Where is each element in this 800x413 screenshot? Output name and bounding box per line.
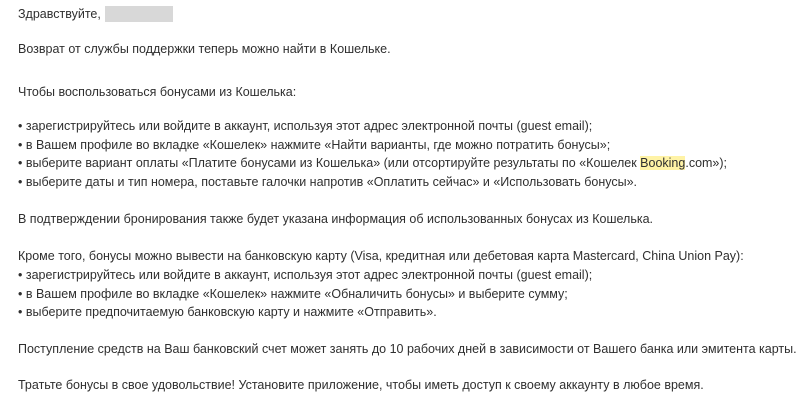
highlighted-term: Booking (640, 156, 686, 170)
paragraph-transfer-time: Поступление средств на Ваш банковский счет может занять до 10 рабочих дней в зависимости от Вашего банка или эмитента карты. (18, 342, 797, 356)
list-item: • в Вашем профиле во вкладке «Кошелек» нажмите «Найти варианты, где можно потратить бонусы»; (18, 138, 611, 152)
list-item: • в Вашем профиле во вкладке «Кошелек» нажмите «Обналичить бонусы» и выберите сумму; (18, 287, 568, 301)
list-item (18, 155, 727, 171)
list-item-text: • выберите вариант оплаты «Платите бонусами из Кошелька» (или отсортируйте результаты по «Кошелек (18, 156, 641, 170)
paragraph-how-to-use: Чтобы воспользоваться бонусами из Кошелька: (18, 85, 297, 99)
greeting-line (18, 6, 173, 22)
paragraph-wallet-refund: Возврат от службы поддержки теперь можно найти в Кошельке. (18, 42, 391, 56)
list-item-tail: .com»); (685, 156, 728, 170)
list-item: • выберите предпочитаемую банковскую карту и нажмите «Отправить». (18, 305, 437, 319)
paragraph-withdraw: Кроме того, бонусы можно вывести на банковскую карту (Visa, кредитная или дебетовая карта Mastercard, China Union Pay): (18, 249, 744, 263)
list-item: • выберите даты и тип номера, поставьте галочки напротив «Оплатить сейчас» и «Использовать бонусы». (18, 175, 638, 189)
redacted-name (105, 6, 173, 22)
list-item: • зарегистрируйтесь или войдите в аккаунт, используя этот адрес электронной почты (guest email); (18, 119, 593, 133)
greeting-text: Здравствуйте, (18, 7, 101, 21)
paragraph-booking-confirmation: В подтверждении бронирования также будет указана информация об использованных бонусах из Кошелька. (18, 212, 654, 226)
paragraph-closing: Тратьте бонусы в свое удовольствие! Установите приложение, чтобы иметь доступ к своему аккаунту в любое время. (18, 378, 704, 392)
list-item: • зарегистрируйтесь или войдите в аккаунт, используя этот адрес электронной почты (guest email); (18, 268, 593, 282)
